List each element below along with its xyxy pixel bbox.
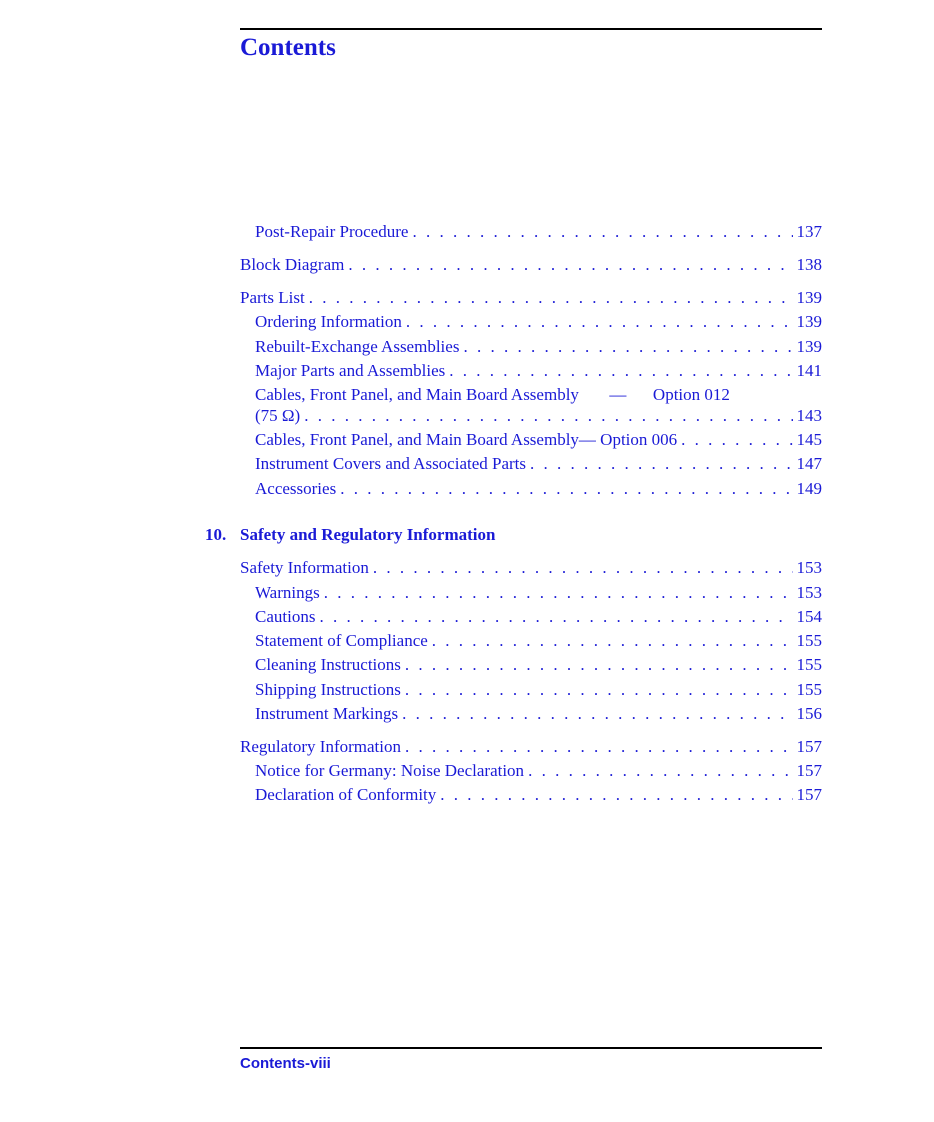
toc-entry-cables-option-012-continued[interactable]: [255, 405, 822, 427]
dot-leader: [449, 360, 792, 382]
toc-entry-instrument-covers[interactable]: [255, 453, 822, 475]
toc-entry-page: 153: [796, 583, 822, 602]
dot-leader: [402, 703, 792, 725]
toc-entry-page: 157: [796, 737, 822, 756]
toc-entry-post-repair-procedure[interactable]: [255, 221, 822, 243]
toc-entry-option: Option 012: [652, 385, 730, 404]
toc-entry-cables-option-006[interactable]: [255, 429, 822, 451]
dot-leader: [304, 405, 792, 427]
dot-leader: [324, 582, 793, 604]
toc-entry-notice-for-germany[interactable]: [255, 760, 822, 782]
toc-entry-page: 145: [796, 430, 822, 449]
toc-entry-label: Cables, Front Panel, and Main Board Assembly— Option 006: [255, 430, 678, 449]
toc-entry-label: Safety Information: [240, 558, 369, 577]
em-dash: —: [609, 385, 627, 404]
toc-entry-label: Regulatory Information: [240, 737, 401, 756]
dot-leader: [348, 254, 792, 276]
toc-entry-label: Major Parts and Assemblies: [255, 361, 446, 380]
toc-entry-label: Post-Repair Procedure: [255, 222, 409, 241]
dot-leader: [309, 287, 793, 309]
toc-entry-label: Notice for Germany: Noise Declaration: [255, 761, 525, 780]
toc-entry-label: Block Diagram: [240, 255, 345, 274]
dot-leader: [340, 478, 792, 500]
dot-leader: [432, 630, 793, 652]
toc-entry-label: Instrument Covers and Associated Parts: [255, 454, 527, 473]
dot-leader: [528, 760, 792, 782]
chapter-title: Safety and Regulatory Information: [240, 525, 496, 544]
toc-entry-shipping-instructions[interactable]: [255, 679, 822, 701]
toc-entry-safety-information[interactable]: [240, 557, 822, 579]
toc-entry-page: 156: [796, 704, 822, 723]
dot-leader: [463, 336, 792, 358]
toc-entry-parts-list[interactable]: [240, 287, 822, 309]
toc-entry-page: 155: [796, 631, 822, 650]
toc-entry-declaration-of-conformity[interactable]: [255, 784, 822, 806]
toc-entry-label: Cleaning Instructions: [255, 655, 401, 674]
toc-entry-page: 147: [796, 454, 822, 473]
toc-entry-statement-of-compliance[interactable]: [255, 630, 822, 652]
dot-leader: [681, 429, 792, 451]
toc-entry-page: 155: [796, 680, 822, 699]
toc-entry-page: 139: [796, 312, 822, 331]
dot-leader: [440, 784, 792, 806]
toc-entry-regulatory-information[interactable]: [240, 736, 822, 758]
toc-entry-cautions[interactable]: [255, 606, 822, 628]
dot-leader: [319, 606, 792, 628]
toc-entry-label: Ordering Information: [255, 312, 402, 331]
toc-entry-label: Accessories: [255, 479, 337, 498]
dot-leader: [412, 221, 792, 243]
toc-entry-page: 157: [796, 785, 822, 804]
toc-entry-label: Declaration of Conformity: [255, 785, 437, 804]
toc-entry-label: Shipping Instructions: [255, 680, 401, 699]
toc-entry-page: 149: [796, 479, 822, 498]
page-title: Contents: [240, 34, 336, 61]
toc-entry-page: 139: [796, 288, 822, 307]
toc-entry-label: Cables, Front Panel, and Main Board Assembly: [255, 385, 579, 404]
toc-entry-page: 137: [796, 222, 822, 241]
dot-leader: [530, 453, 792, 475]
toc-entry-label: Cautions: [255, 607, 316, 626]
toc-entry-page: 138: [796, 255, 822, 274]
toc-entry-rebuilt-exchange-assemblies[interactable]: [255, 336, 822, 358]
toc-entry-label: Rebuilt-Exchange Assemblies: [255, 337, 460, 356]
toc-entry-cables-option-012[interactable]: [255, 384, 822, 406]
toc-entry-page: 154: [796, 607, 822, 626]
toc-entry-page: 141: [796, 361, 822, 380]
toc-entry-label: Instrument Markings: [255, 704, 399, 723]
dot-leader: [373, 557, 793, 579]
toc-entry-page: 157: [796, 761, 822, 780]
toc-entry-block-diagram[interactable]: [240, 254, 822, 276]
toc-entry-warnings[interactable]: [255, 582, 822, 604]
footer-rule: [240, 1047, 822, 1049]
toc-entry-page: 143: [796, 406, 822, 425]
toc-entry-page: 139: [796, 337, 822, 356]
chapter-heading-10[interactable]: [205, 524, 495, 546]
toc-entry-ordering-information[interactable]: [255, 311, 822, 333]
toc-entry-instrument-markings[interactable]: [255, 703, 822, 725]
toc-entry-page: 153: [796, 558, 822, 577]
toc-entry-page: 155: [796, 655, 822, 674]
dot-leader: [405, 736, 793, 758]
toc-entry-accessories[interactable]: [255, 478, 822, 500]
toc-entry-label: Parts List: [240, 288, 305, 307]
dot-leader: [406, 311, 793, 333]
dot-leader: [405, 654, 793, 676]
toc-entry-major-parts-and-assemblies[interactable]: [255, 360, 822, 382]
dot-leader: [405, 679, 793, 701]
page-footer-label: Contents-viii: [240, 1055, 331, 1072]
toc-entry-label-continued: (75 Ω): [255, 406, 301, 425]
toc-entry-label: Warnings: [255, 583, 320, 602]
chapter-number: 10.: [205, 525, 227, 544]
toc-entry-label: Statement of Compliance: [255, 631, 428, 650]
toc-entry-cleaning-instructions[interactable]: [255, 654, 822, 676]
